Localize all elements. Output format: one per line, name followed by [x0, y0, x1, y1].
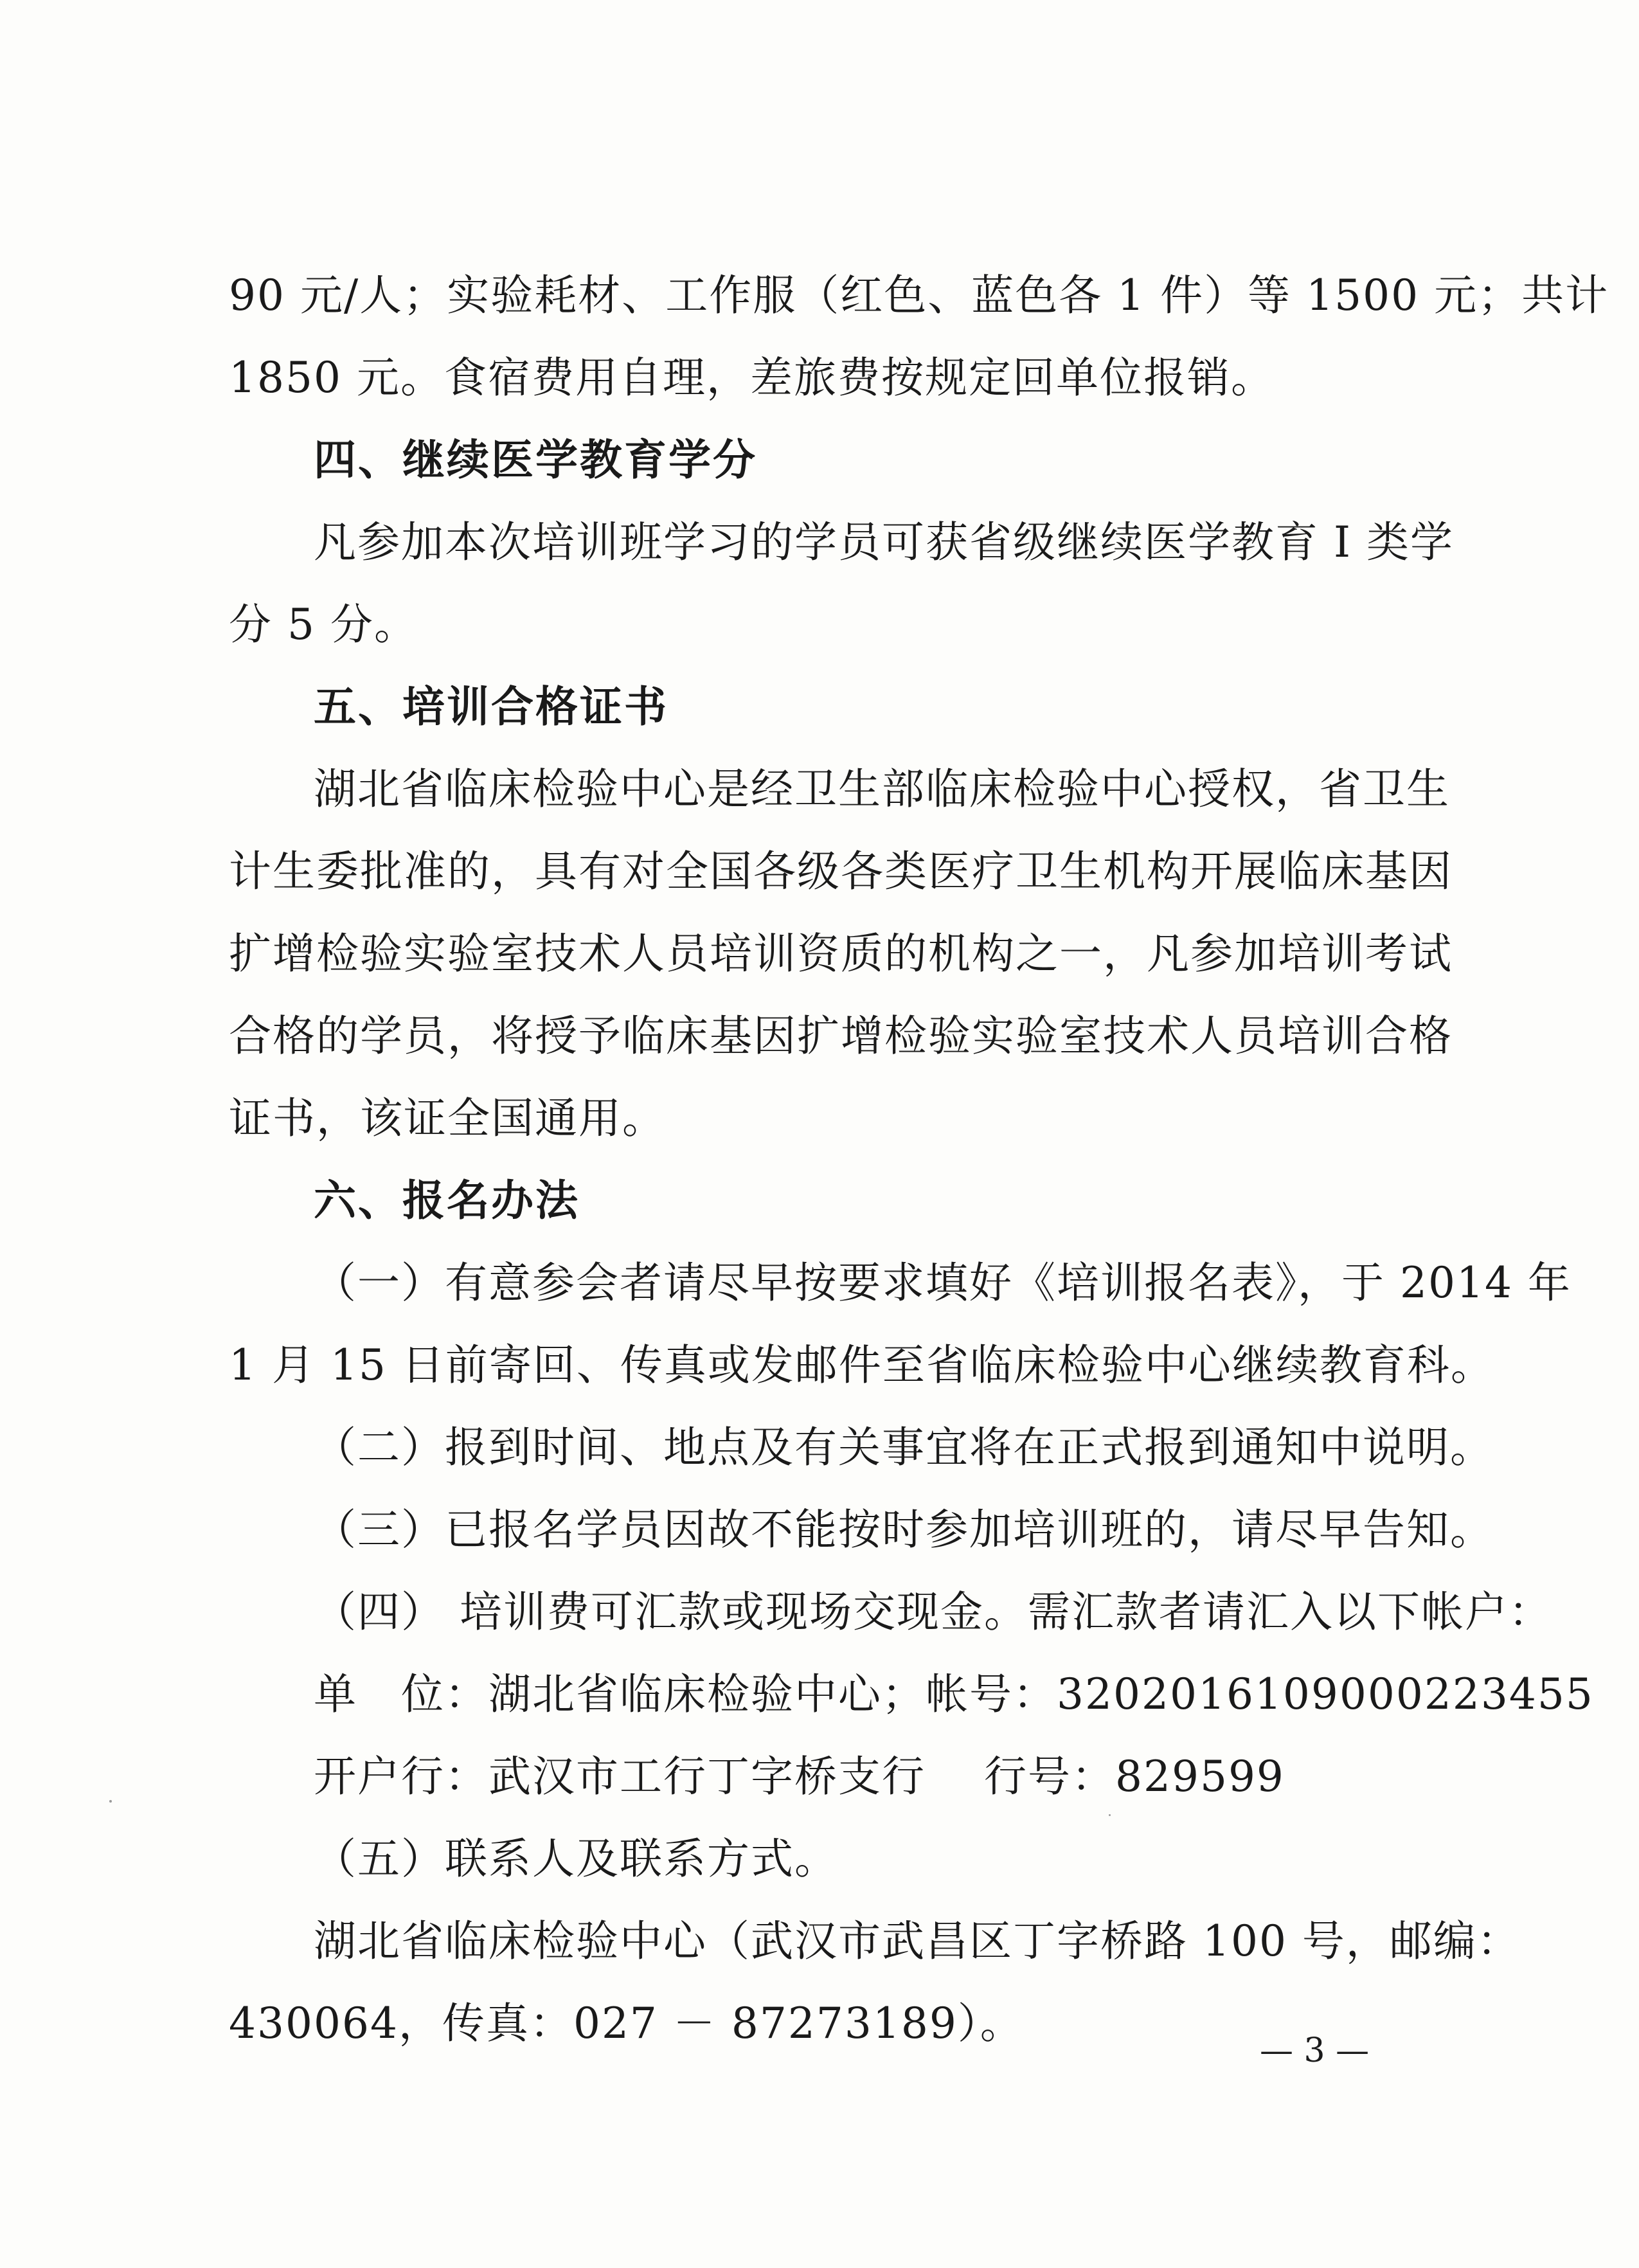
page-number: — 3 — — [1260, 2031, 1370, 2070]
body-line-20: （五）联系人及联系方式。 — [314, 1834, 838, 1884]
body-line-15: （二）报到时间、地点及有关事宜将在正式报到通知中说明。 — [314, 1423, 1494, 1472]
body-line-13: （一）有意参会者请尽早按要求填好《培训报名表》，于 2014 年 — [314, 1258, 1572, 1308]
body-line-9: 扩增检验实验室技术人员培训资质的机构之一，凡参加培训考试 — [229, 929, 1453, 978]
body-line-14: 1 月 15 日前寄回、传真或发邮件至省临床检验中心继续教育科。 — [229, 1340, 1494, 1390]
section-heading-4: 四、继续医学教育学分 — [314, 435, 757, 485]
account-unit-line: 单 位：湖北省临床检验中心；帐号：3202016109000223455 — [314, 1670, 1594, 1719]
section-heading-5: 五、培训合格证书 — [314, 682, 668, 732]
body-line-7: 湖北省临床检验中心是经卫生部临床检验中心授权，省卫生 — [314, 764, 1450, 814]
scan-speck — [109, 1800, 112, 1803]
body-line-16: （三）已报名学员因故不能按时参加培训班的，请尽早告知。 — [314, 1505, 1494, 1554]
body-line-21: 湖北省临床检验中心（武汉市武昌区丁字桥路 100 号，邮编： — [314, 1916, 1521, 1966]
account-bank-line: 开户行：武汉市工行丁字桥支行 行号：829599 — [314, 1752, 1285, 1801]
scan-speck — [1109, 1814, 1111, 1816]
body-line-8: 计生委批准的，具有对全国各级各类医疗卫生机构开展临床基因 — [229, 847, 1453, 896]
body-line-5: 分 5 分。 — [229, 600, 418, 649]
body-line-1: 90 元/人；实验耗材、工作服（红色、蓝色各 1 件）等 1500 元；共计 — [229, 271, 1609, 320]
body-line-22: 430064，传真：027 － 87273189）。 — [229, 1999, 1024, 2048]
body-line-2: 1850 元。食宿费用自理，差旅费按规定回单位报销。 — [229, 353, 1275, 402]
body-line-17: （四） 培训费可汇款或现场交现金。需汇款者请汇入以下帐户： — [314, 1587, 1552, 1637]
body-line-10: 合格的学员，将授予临床基因扩增检验实验室技术人员培训合格 — [229, 1011, 1453, 1061]
body-line-4: 凡参加本次培训班学习的学员可获省级继续医学教育 I 类学 — [314, 518, 1455, 567]
section-heading-6: 六、报名办法 — [314, 1176, 580, 1225]
body-line-11: 证书，该证全国通用。 — [229, 1094, 666, 1143]
